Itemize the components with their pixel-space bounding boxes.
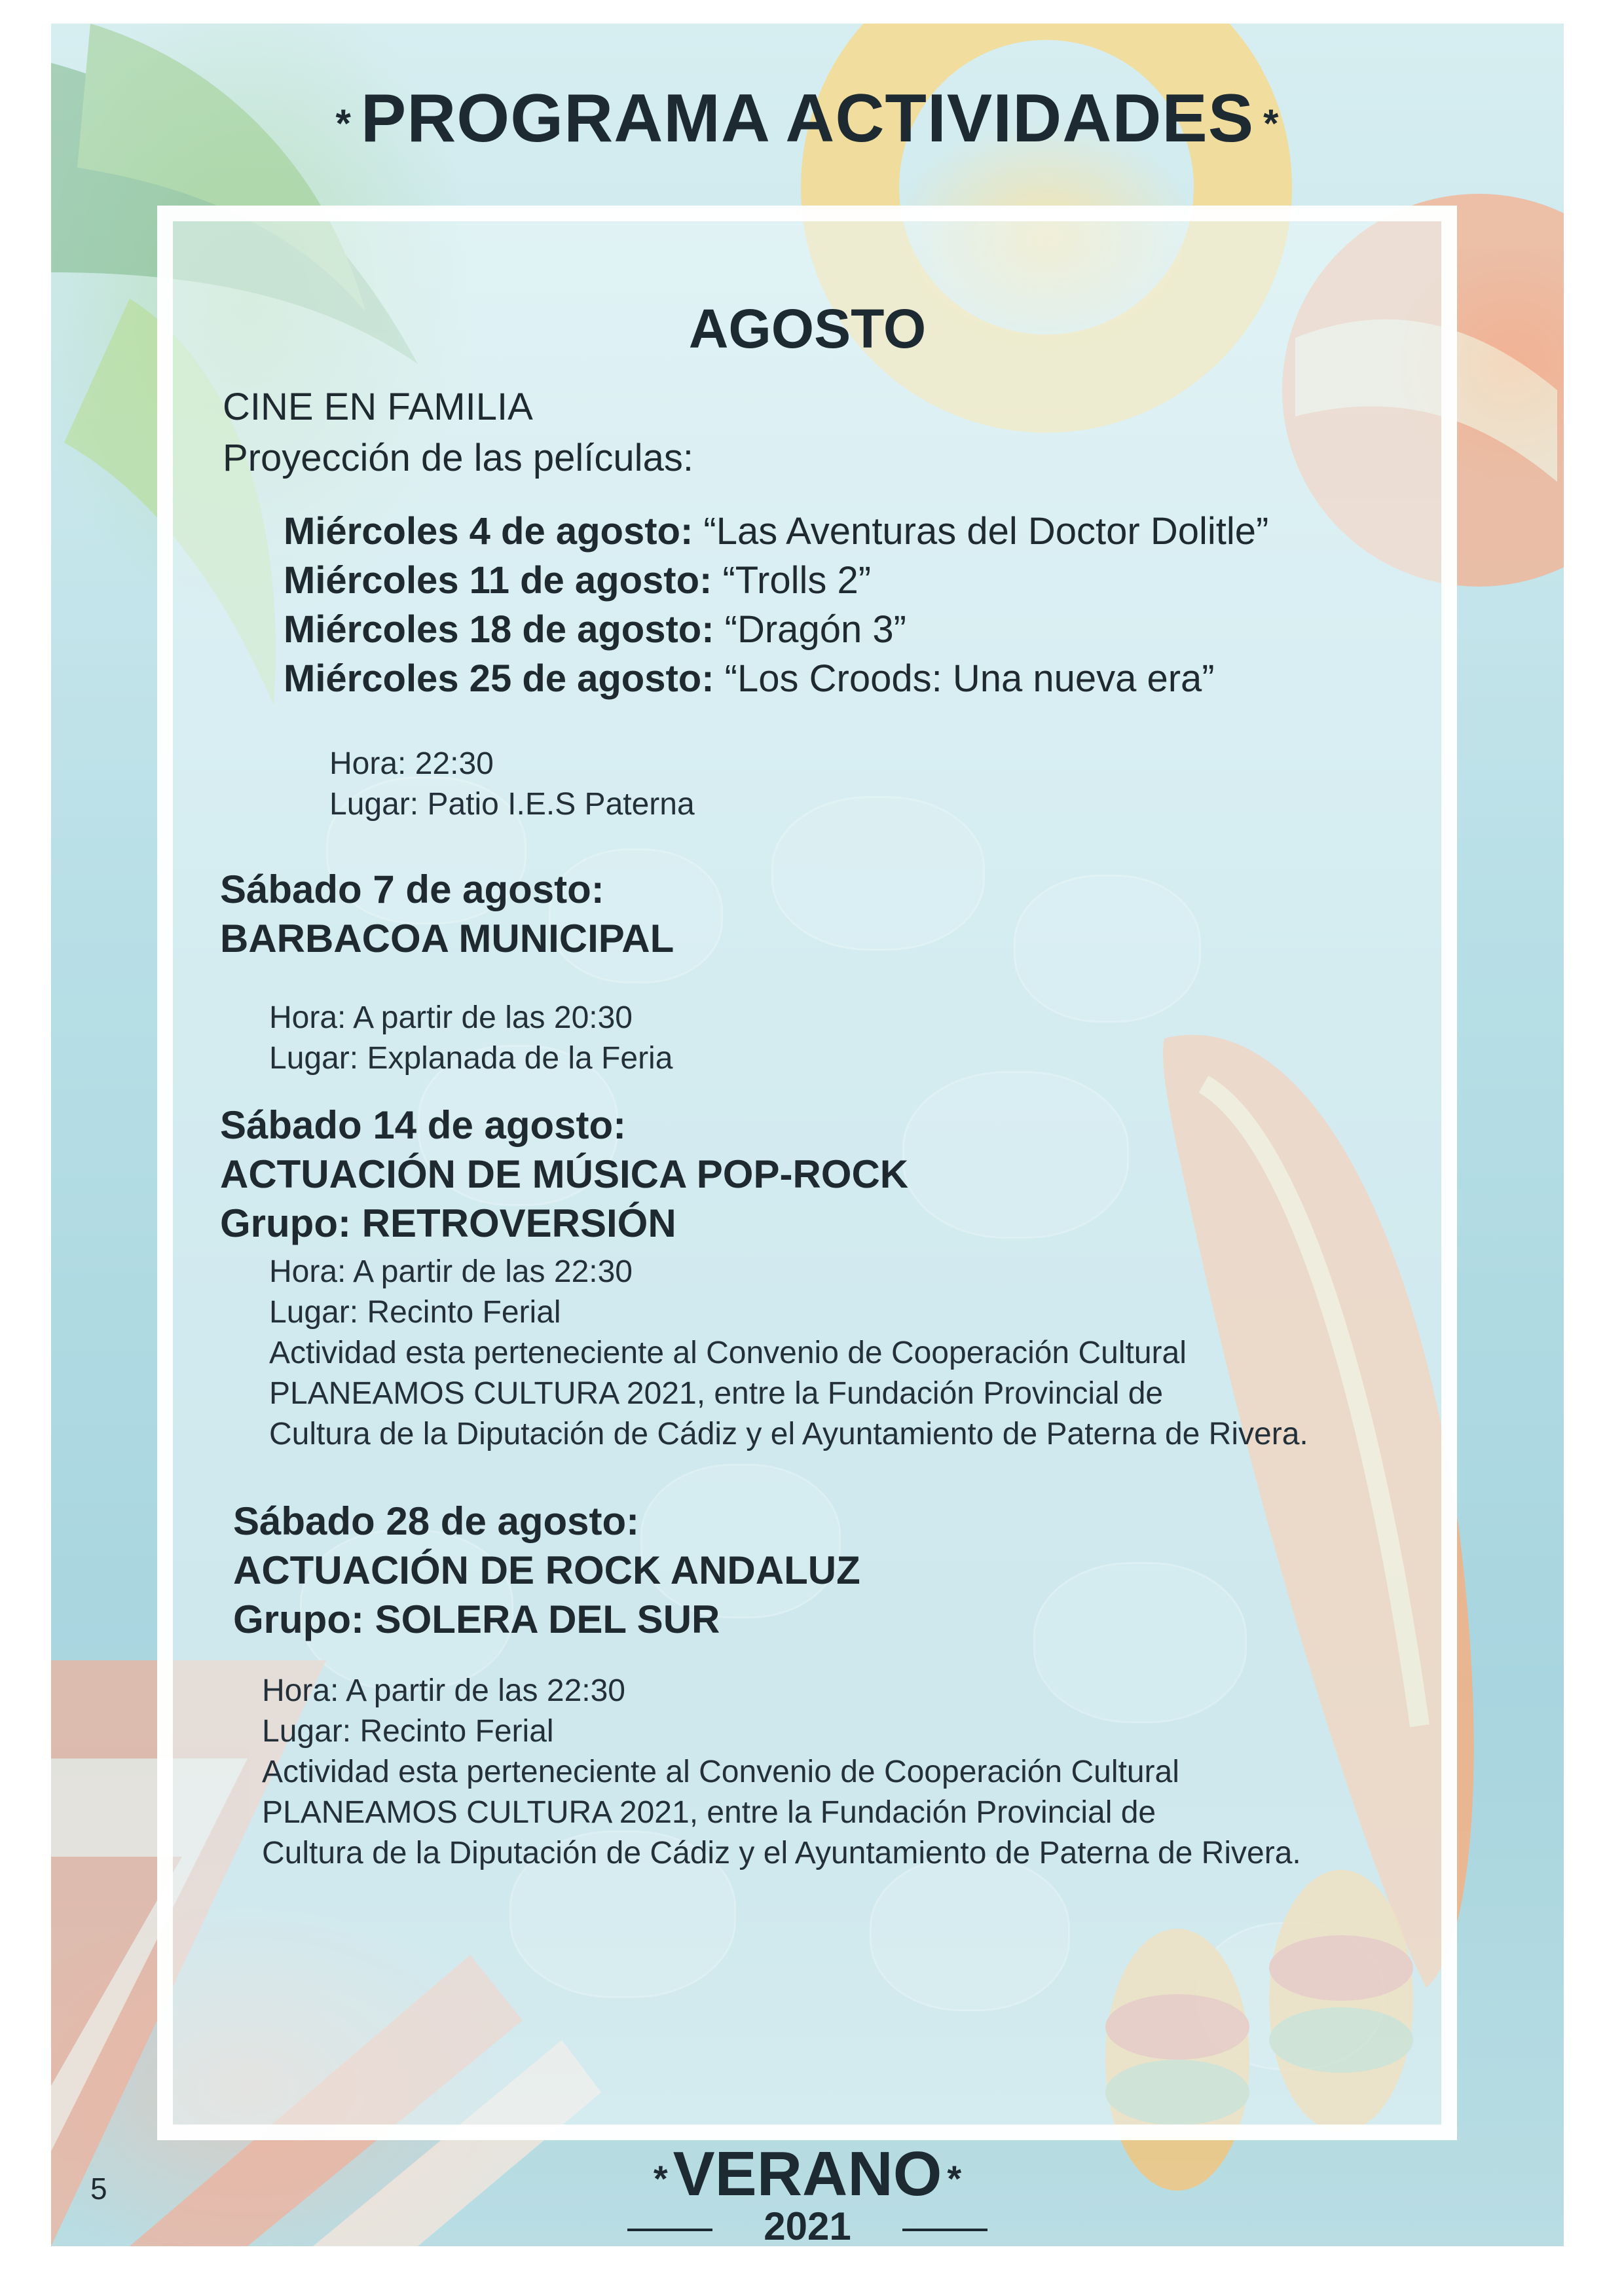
- cine-subtitle: Proyección de las películas:: [223, 437, 693, 479]
- event-group: Grupo: SOLERA DEL SUR: [233, 1597, 720, 1641]
- footer-divider: [902, 2229, 987, 2231]
- event-hora: Hora: A partir de las 22:30: [269, 1254, 633, 1289]
- star-icon: *: [947, 2158, 962, 2200]
- event-note: PLANEAMOS CULTURA 2021, entre la Fundación Provincial de: [269, 1376, 1164, 1411]
- page-title: [51, 80, 1564, 158]
- movie-title: “Trolls 2”: [722, 559, 872, 602]
- event-title: ACTUACIÓN DE ROCK ANDALUZ: [233, 1548, 860, 1592]
- movie-date: Miércoles 18 de agosto:: [284, 608, 714, 651]
- movie-entry: [284, 654, 1215, 703]
- footer-title: [51, 2138, 1564, 2210]
- star-icon: *: [335, 101, 352, 146]
- footer-year: 2021: [764, 2204, 851, 2246]
- event-date: Sábado 14 de agosto:: [220, 1103, 627, 1147]
- footer-title-text: VERANO: [673, 2139, 942, 2209]
- movie-entry: [284, 556, 871, 605]
- event-date: Sábado 7 de agosto:: [220, 867, 604, 911]
- cine-title: CINE EN FAMILIA: [223, 386, 533, 428]
- movie-title: “Dragón 3”: [724, 608, 906, 651]
- event-note: Cultura de la Diputación de Cádiz y el Ayuntamiento de Paterna de Rivera.: [262, 1836, 1301, 1870]
- cine-lugar: Lugar: Patio I.E.S Paterna: [329, 787, 695, 822]
- event-lugar: Lugar: Explanada de la Feria: [269, 1041, 673, 1076]
- star-icon: *: [1263, 101, 1280, 146]
- event-note: Actividad esta perteneciente al Convenio de Cooperación Cultural: [269, 1336, 1187, 1370]
- event-hora: Hora: A partir de las 22:30: [262, 1673, 625, 1708]
- event-hora: Hora: A partir de las 20:30: [269, 1000, 633, 1035]
- movie-title: “Las Aventuras del Doctor Dolitle”: [703, 510, 1269, 553]
- movie-title: “Los Croods: Una nueva era”: [724, 657, 1215, 700]
- movie-date: Miércoles 4 de agosto:: [284, 510, 693, 553]
- event-lugar: Lugar: Recinto Ferial: [269, 1295, 561, 1330]
- event-title: ACTUACIÓN DE MÚSICA POP-ROCK: [220, 1152, 909, 1196]
- event-note: Cultura de la Diputación de Cádiz y el Ayuntamiento de Paterna de Rivera.: [269, 1417, 1308, 1451]
- event-note: Actividad esta perteneciente al Convenio de Cooperación Cultural: [262, 1755, 1179, 1789]
- event-lugar: Lugar: Recinto Ferial: [262, 1714, 554, 1749]
- movie-entry: [284, 605, 906, 654]
- page-title-text: PROGRAMA ACTIVIDADES: [360, 81, 1255, 156]
- month-heading: AGOSTO: [688, 298, 927, 359]
- star-icon: *: [653, 2158, 668, 2200]
- event-note: PLANEAMOS CULTURA 2021, entre la Fundación Provincial de: [262, 1795, 1156, 1830]
- event-group: Grupo: RETROVERSIÓN: [220, 1201, 676, 1245]
- movie-entry: [284, 507, 1268, 556]
- movie-date: Miércoles 11 de agosto:: [284, 559, 712, 602]
- poster-background: [51, 24, 1564, 2246]
- movie-date: Miércoles 25 de agosto:: [284, 657, 714, 700]
- cine-hora: Hora: 22:30: [329, 746, 494, 781]
- page-number: 5: [90, 2172, 107, 2206]
- event-date: Sábado 28 de agosto:: [233, 1499, 640, 1543]
- event-title: BARBACOA MUNICIPAL: [220, 917, 674, 960]
